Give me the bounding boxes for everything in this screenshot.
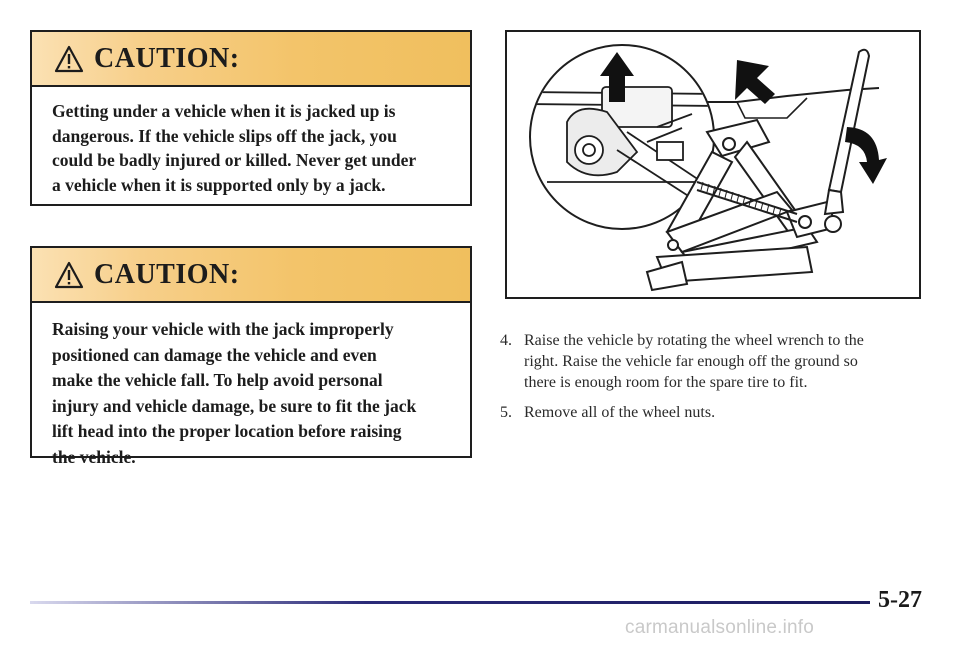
caution-text	[32, 87, 470, 197]
scissor-jack-drawing	[507, 32, 919, 297]
caution-line: Raising your vehicle with the jack improperly	[52, 319, 394, 339]
caution-line: injury and vehicle damage, be sure to fit the jack	[52, 395, 417, 416]
step-number: 5.	[500, 404, 512, 421]
caution-line: the vehicle.	[52, 446, 136, 467]
step-line: Remove all of the wheel nuts.	[524, 404, 716, 421]
warning-triangle-icon	[54, 261, 84, 289]
step-line: right. Raise the vehicle far enough off the ground so	[524, 353, 858, 370]
step-number: 4.	[500, 332, 512, 349]
caution-line: a vehicle when it is supported only by a jack.	[52, 174, 386, 195]
step-text	[524, 402, 930, 423]
step-item	[500, 402, 930, 423]
caution-line: positioned can damage the vehicle and even	[52, 344, 377, 365]
step-line: there is enough room for the spare tire to fit.	[524, 374, 808, 391]
step-item	[500, 330, 930, 393]
caution-line: make the vehicle fall. To help avoid personal	[52, 370, 383, 390]
scissor-jack-illustration	[505, 30, 921, 299]
footer-rule	[30, 601, 870, 604]
caution-title: CAUTION:	[94, 42, 240, 74]
caution-line: Getting under a vehicle when it is jacked up is	[52, 101, 396, 121]
caution-box-jack-position	[30, 246, 472, 467]
watermark: carmanualsonline.info	[625, 617, 815, 638]
caution-header	[32, 248, 470, 303]
caution-title: CAUTION:	[94, 258, 240, 290]
caution-box-jack-safety	[30, 30, 472, 206]
caution-header	[32, 32, 470, 87]
step-line: Raise the vehicle by rotating the wheel wrench to the	[524, 332, 864, 349]
caution-line: dangerous. If the vehicle slips off the jack, you	[52, 125, 397, 146]
instruction-steps	[500, 330, 930, 432]
warning-triangle-icon	[54, 45, 84, 73]
step-text	[524, 330, 930, 393]
page-number: 5-27	[878, 587, 922, 613]
caution-line: could be badly injured or killed. Never get under	[52, 150, 417, 170]
caution-text	[32, 303, 470, 470]
caution-line: lift head into the proper location before raising	[52, 421, 402, 441]
